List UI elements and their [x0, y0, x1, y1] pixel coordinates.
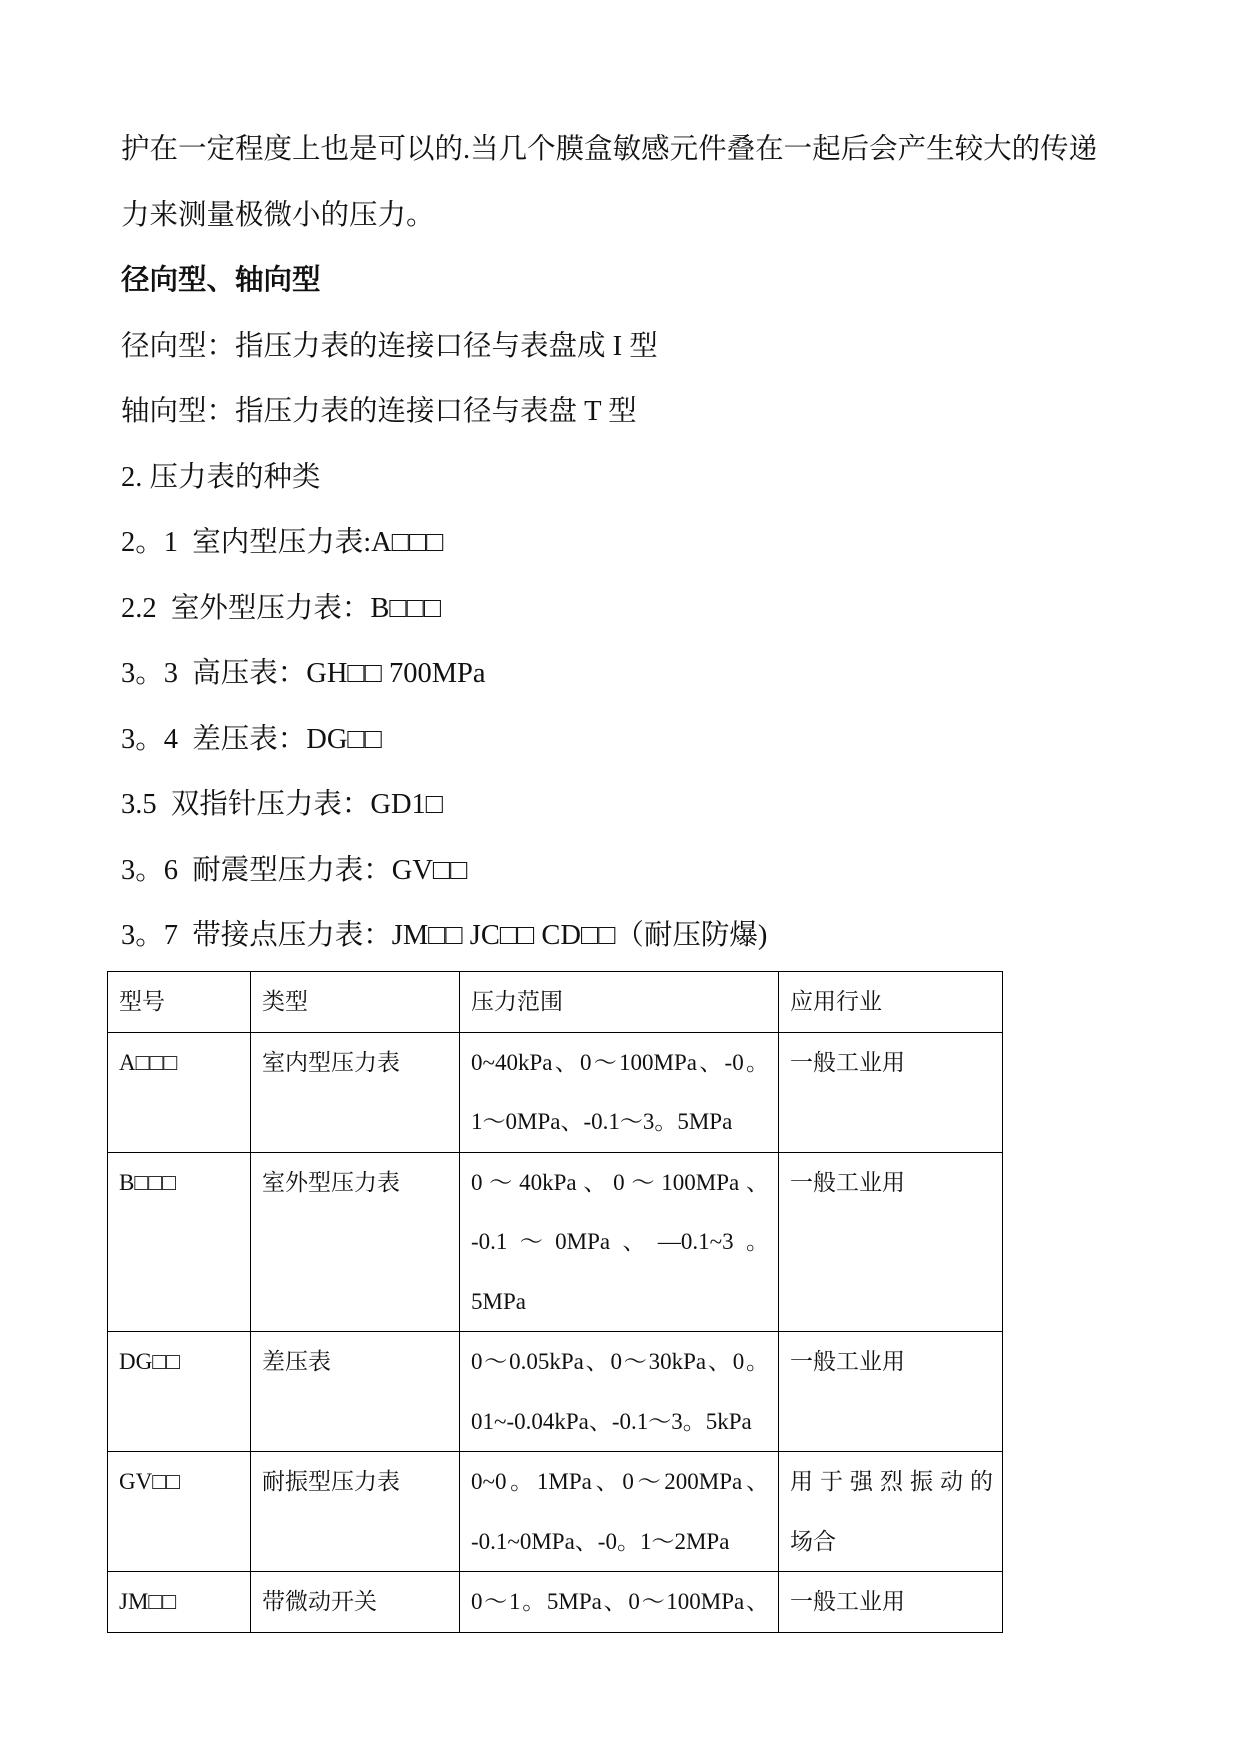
cell-range [460, 1332, 779, 1452]
range-line: -0.1~0MPa、-0。1～2MPa [471, 1528, 730, 1554]
header-application [779, 972, 1003, 1033]
definition-radial: 径向型：指压力表的连接口径与表盘成 I 型 [121, 330, 658, 362]
cell-application [779, 1032, 1003, 1152]
body-text [121, 117, 1201, 969]
header-range [460, 972, 779, 1033]
type-text: 耐振型压力表 [262, 1469, 400, 1494]
table-row [108, 1332, 1003, 1452]
cell-model [108, 1032, 251, 1152]
header-label: 应用行业 [790, 989, 882, 1014]
application-line: 一般工业用 [790, 1589, 905, 1614]
type-text: 差压表 [262, 1349, 331, 1374]
table-header-row [108, 972, 1003, 1033]
definition-axial: 轴向型：指压力表的连接口径与表盘 T 型 [121, 396, 637, 427]
type-text: 带微动开关 [262, 1589, 377, 1614]
table-row [108, 1572, 1003, 1633]
application-line: 一般工业用 [790, 1169, 905, 1195]
cell-type [251, 1572, 460, 1633]
cell-range [460, 1032, 779, 1152]
cell-application [779, 1332, 1003, 1452]
application-line: 用于强烈振动的 [790, 1469, 993, 1494]
type-list-item: 2.2 室外型压力表：B□□□ [121, 592, 442, 624]
model-text: DG□□ [119, 1349, 181, 1374]
cell-model [108, 1452, 251, 1572]
cell-type [251, 1452, 460, 1572]
cell-model [108, 1152, 251, 1332]
cell-application [779, 1572, 1003, 1633]
cell-application [779, 1452, 1003, 1572]
range-line: 5MPa [471, 1288, 526, 1314]
type-list-item: 3。3 高压表：GH□□ 700MPa [121, 658, 486, 689]
cell-range [460, 1152, 779, 1332]
section-heading: 径向型、轴向型 [121, 265, 321, 296]
range-line: 0～40kPa、0～100MPa、 [471, 1169, 769, 1195]
cell-range [460, 1572, 779, 1633]
range-line: 0~40kPa、0～100MPa、-0。 [471, 1049, 769, 1075]
application-line: 一般工业用 [790, 1349, 905, 1374]
cell-type [251, 1332, 460, 1452]
model-text: B□□□ [119, 1169, 177, 1195]
type-list-item: 3。6 耐震型压力表：GV□□ [121, 854, 468, 886]
type-list-item: 2。1 室内型压力表:A□□□ [121, 527, 444, 558]
cell-model [108, 1572, 251, 1633]
header-label: 类型 [262, 989, 308, 1014]
intro-line-1: 护在一定程度上也是可以的.当几个膜盒敏感元件叠在一起后会产生较大的传递 [121, 134, 1098, 165]
header-type [251, 972, 460, 1033]
application-line: 一般工业用 [790, 1049, 905, 1075]
cell-type [251, 1032, 460, 1152]
type-text: 室外型压力表 [262, 1169, 400, 1195]
header-label: 型号 [119, 989, 165, 1014]
intro-line-2: 力来测量极微小的压力。 [121, 199, 435, 231]
model-text: JM□□ [119, 1589, 177, 1614]
type-text: 室内型压力表 [262, 1049, 400, 1075]
cell-application [779, 1152, 1003, 1332]
type-list-item: 3。7 带接点压力表：JM□□ JC□□ CD□□（耐压防爆) [121, 920, 768, 951]
header-model [108, 972, 251, 1033]
table-row [108, 1032, 1003, 1152]
model-text: GV□□ [119, 1469, 181, 1494]
range-line: -0.1～0MPa、—0.1~3。 [471, 1229, 769, 1254]
range-line: 0~0。1MPa、0～200MPa、 [471, 1469, 769, 1494]
types-heading: 2. 压力表的种类 [121, 461, 321, 493]
table-row [108, 1452, 1003, 1572]
range-line: 1～0MPa、-0.1～3。5MPa [471, 1109, 733, 1134]
cell-range [460, 1452, 779, 1572]
cell-type [251, 1152, 460, 1332]
range-line: 01~-0.04kPa、-0.1～3。5kPa [471, 1408, 752, 1434]
header-label: 压力范围 [471, 989, 563, 1014]
table-row [108, 1152, 1003, 1332]
range-line: 0～0.05kPa、0～30kPa、0。 [471, 1349, 769, 1374]
range-line: 0～1。5MPa、0～100MPa、 [471, 1589, 769, 1614]
application-line: 场合 [790, 1528, 836, 1554]
model-text: A□□□ [119, 1049, 178, 1075]
type-list-item: 3。4 差压表：DG□□ [121, 723, 382, 755]
cell-model [108, 1332, 251, 1452]
type-list-item: 3.5 双指针压力表：GD1□ [121, 789, 444, 820]
pressure-gauge-table [107, 971, 1003, 1633]
